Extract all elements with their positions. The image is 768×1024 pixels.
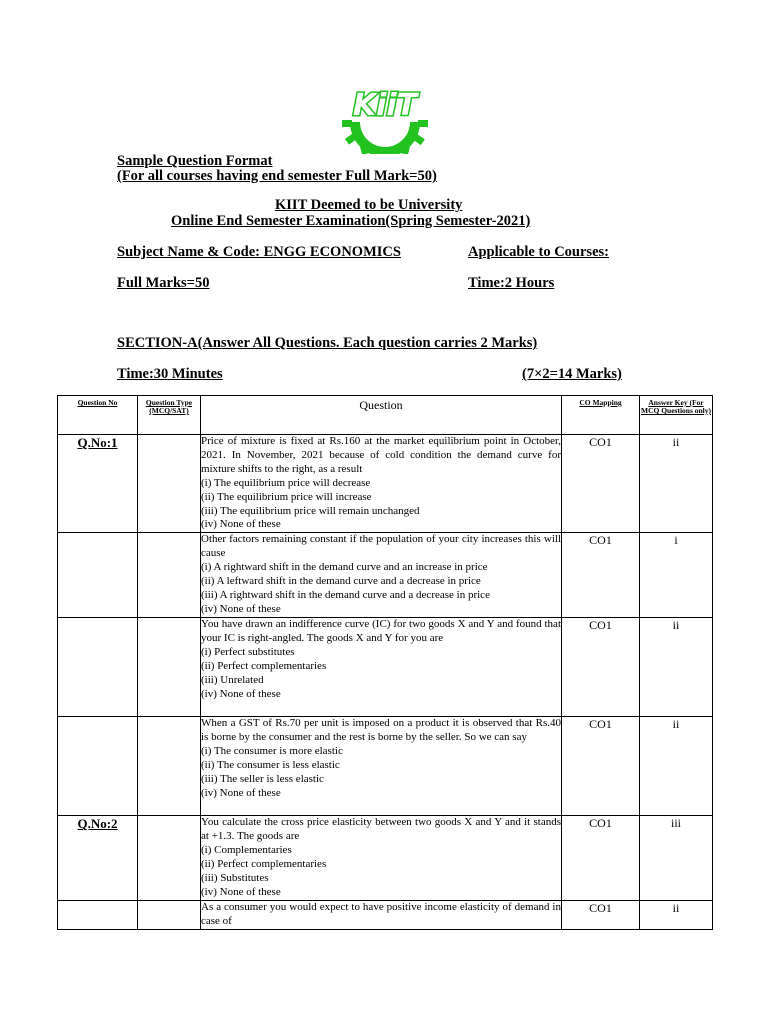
question-cell bbox=[201, 717, 562, 816]
question-number bbox=[58, 900, 138, 929]
question-number: Q.No:2 bbox=[58, 816, 138, 900]
header-question-no: Question No bbox=[58, 396, 138, 435]
question-type-cell bbox=[138, 533, 201, 618]
question-stem: Other factors remaining constant if the population of your city increases this will cause bbox=[201, 533, 561, 560]
total-time: Time:2 Hours bbox=[468, 275, 555, 291]
question-number: Q.No:1 bbox=[58, 435, 138, 533]
co-mapping: CO1 bbox=[562, 900, 640, 929]
question-cell bbox=[201, 435, 562, 533]
table-row bbox=[58, 816, 713, 900]
section-time: Time:30 Minutes bbox=[117, 366, 223, 382]
question-type-cell bbox=[138, 816, 201, 900]
header-question: Question bbox=[201, 396, 562, 435]
option: (iv) None of these bbox=[201, 602, 281, 615]
option: (ii) The consumer is less elastic bbox=[201, 759, 340, 772]
question-cell bbox=[201, 816, 562, 900]
question-table bbox=[57, 395, 713, 930]
answer-key: ii bbox=[640, 618, 713, 717]
question-cell bbox=[201, 533, 562, 618]
co-mapping: CO1 bbox=[562, 816, 640, 900]
kiit-logo bbox=[334, 82, 436, 154]
option: (i) The consumer is more elastic bbox=[201, 745, 343, 758]
section-title: SECTION-A(Answer All Questions. Each question carries 2 Marks) bbox=[117, 335, 538, 351]
option: (ii) The equilibrium price will increase bbox=[201, 490, 372, 503]
option: (iii) Unrelated bbox=[201, 673, 264, 686]
question-number bbox=[58, 618, 138, 717]
co-mapping: CO1 bbox=[562, 435, 640, 533]
option: (ii) A leftward shift in the demand curve and a decrease in price bbox=[201, 575, 481, 588]
option: (ii) Perfect complementaries bbox=[201, 660, 327, 673]
question-stem: You have drawn an indifference curve (IC) for two goods X and Y and found that your IC is right-angled. The goods X and Y for you are bbox=[201, 618, 561, 645]
option: (iv) None of these bbox=[201, 885, 281, 898]
option: (i) Complementaries bbox=[201, 844, 292, 857]
question-number bbox=[58, 717, 138, 816]
option: (iii) The equilibrium price will remain unchanged bbox=[201, 504, 420, 517]
question-stem: Price of mixture is fixed at Rs.160 at the market equilibrium point in October, 2021. In November, 2021 because of cold condition the demand curve for mixture shifts to the right, as a result bbox=[201, 435, 561, 475]
table-row bbox=[58, 435, 713, 533]
university-name: KIIT Deemed to be University bbox=[275, 197, 463, 213]
gear-emblem-icon bbox=[342, 120, 428, 154]
answer-key: ii bbox=[640, 435, 713, 533]
question-stem: As a consumer you would expect to have positive income elasticity of demand in case of bbox=[201, 900, 561, 927]
table-row bbox=[58, 717, 713, 816]
option: (iii) Substitutes bbox=[201, 871, 269, 884]
exam-name: Online End Semester Examination(Spring Semester-2021) bbox=[171, 213, 531, 229]
co-mapping: CO1 bbox=[562, 533, 640, 618]
full-marks: Full Marks=50 bbox=[117, 275, 210, 291]
question-number bbox=[58, 533, 138, 618]
format-subtitle: (For all courses having end semester Full Mark=50) bbox=[117, 168, 437, 184]
subject-name: Subject Name & Code: ENGG ECONOMICS bbox=[117, 244, 401, 260]
question-type-cell bbox=[138, 435, 201, 533]
option: (iii) The seller is less elastic bbox=[201, 772, 324, 785]
header-co-mapping: CO Mapping bbox=[562, 396, 640, 435]
option: (i) The equilibrium price will decrease bbox=[201, 476, 371, 489]
logo-text: KiiT bbox=[352, 88, 418, 123]
option: (ii) Perfect complementaries bbox=[201, 858, 327, 871]
section-marks: (7×2=14 Marks) bbox=[522, 366, 622, 382]
header-answer-key: Answer Key (For MCQ Questions only) bbox=[640, 396, 713, 435]
co-mapping: CO1 bbox=[562, 618, 640, 717]
table-header-row bbox=[58, 396, 713, 435]
question-cell bbox=[201, 618, 562, 717]
question-cell bbox=[201, 900, 562, 929]
table-row bbox=[58, 533, 713, 618]
question-stem: When a GST of Rs.70 per unit is imposed on a product it is observed that Rs.40 is borne by the consumer and the rest is borne by the seller. So we can say bbox=[201, 717, 561, 744]
question-type-cell bbox=[138, 717, 201, 816]
answer-key: iii bbox=[640, 816, 713, 900]
question-type-cell bbox=[138, 618, 201, 717]
table-row bbox=[58, 900, 713, 929]
option: (iv) None of these bbox=[201, 687, 281, 700]
answer-key: ii bbox=[640, 717, 713, 816]
format-title: Sample Question Format bbox=[117, 153, 273, 169]
question-type-cell bbox=[138, 900, 201, 929]
co-mapping: CO1 bbox=[562, 717, 640, 816]
option: (iv) None of these bbox=[201, 786, 281, 799]
option: (iii) A rightward shift in the demand curve and a decrease in price bbox=[201, 588, 490, 601]
option: (i) Perfect substitutes bbox=[201, 646, 295, 659]
answer-key: ii bbox=[640, 900, 713, 929]
option: (iv) None of these bbox=[201, 518, 281, 531]
table-row bbox=[58, 618, 713, 717]
header-question-type: Question Type (MCQ/SAT) bbox=[138, 396, 201, 435]
question-stem: You calculate the cross price elasticity between two goods X and Y and it stands at +1.3. The goods are bbox=[201, 816, 561, 843]
option: (i) A rightward shift in the demand curve and an increase in price bbox=[201, 561, 488, 574]
answer-key: i bbox=[640, 533, 713, 618]
applicable-courses: Applicable to Courses: bbox=[468, 244, 609, 260]
